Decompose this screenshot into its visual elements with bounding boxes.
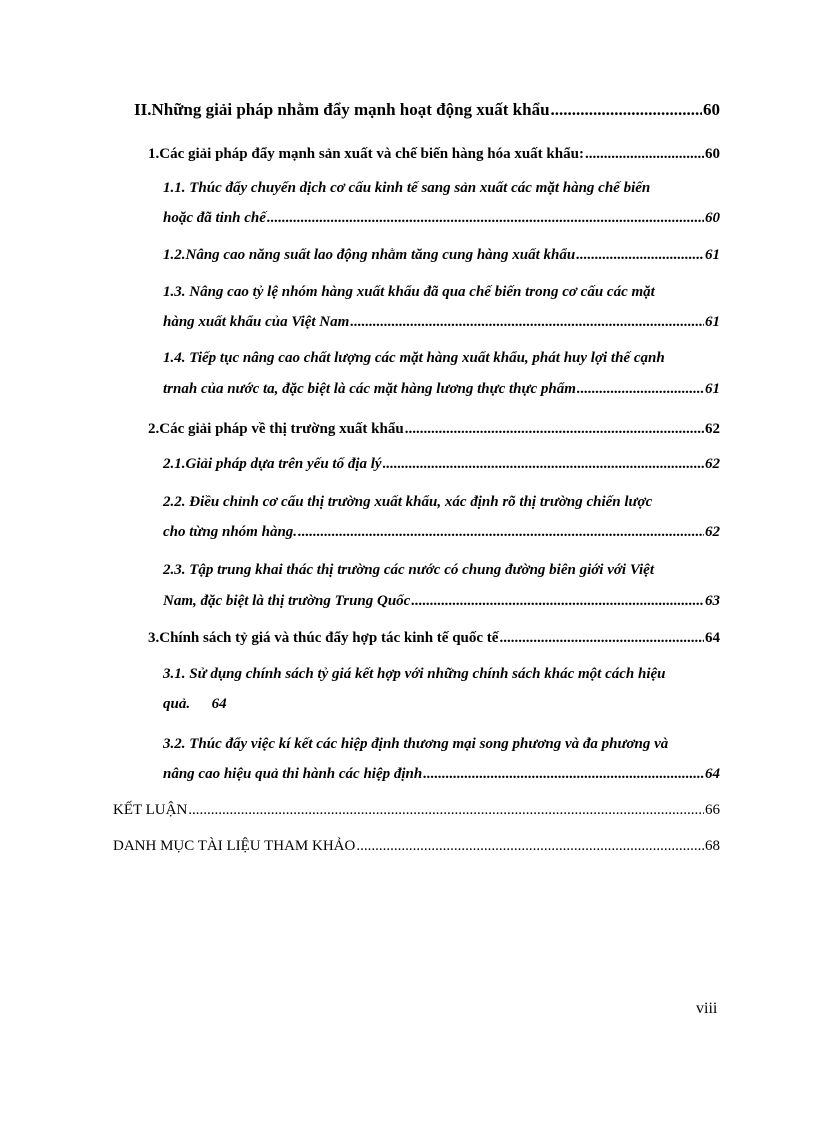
- toc-leader-dots: [423, 766, 704, 783]
- toc-entry-title: Điều chỉnh cơ cấu thị trường xuất khẩu, xác định rõ thị trường chiến lược: [189, 494, 653, 510]
- toc-entry-page: 64: [211, 696, 227, 712]
- toc-leader-dots: [585, 146, 704, 163]
- toc-entry-title: Nâng cao tỷ lệ nhóm hàng xuất khẩu đã qua chế biến trong cơ cấu các mặt: [189, 284, 655, 300]
- toc-entry-title: Tiếp tục nâng cao chất lượng các mặt hàng xuất khẩu, phát huy lợi thế cạnh: [189, 350, 665, 366]
- toc-leader-dots: [383, 456, 704, 473]
- toc-leader-dots: [267, 210, 704, 227]
- toc-entry-number: 3.1.: [163, 666, 186, 682]
- toc-entry-1-3-line2: [163, 314, 720, 331]
- toc-entry-title-cont: nâng cao hiệu quả thi hành các hiệp định: [163, 766, 423, 782]
- toc-entry-page: 63: [705, 593, 720, 609]
- toc-entry-title-cont: trnah của nước ta, đặc biệt là các mặt hàng lương thực thực phẩm: [163, 381, 576, 397]
- toc-entry-title: Thúc đẩy chuyển dịch cơ cấu kinh tế sang sản xuất các mặt hàng chế biến: [189, 180, 651, 196]
- toc-entry-page: 62: [705, 421, 720, 437]
- toc-entry-title: Sử dụng chính sách tỷ giá kết hợp với những chính sách khác một cách hiệu: [189, 666, 666, 682]
- toc-leader-dots: [356, 838, 704, 855]
- toc-entry-1: [148, 146, 720, 163]
- toc-entry-page: 64: [705, 630, 720, 646]
- toc-entry-title-cont: hoặc đã tinh chế: [163, 210, 266, 226]
- toc-leader-dots: [499, 630, 704, 647]
- toc-leader-dots: [298, 524, 704, 541]
- toc-entry-1-1-line2: [163, 210, 720, 227]
- toc-entry-number: 1.: [148, 146, 160, 162]
- toc-entry-page: 61: [705, 314, 720, 330]
- page-number: viii: [696, 1000, 718, 1017]
- toc-entry-1-4-line1: [163, 350, 665, 367]
- toc-entry-page: 61: [705, 247, 720, 263]
- toc-entry-title-cont: quả.: [163, 696, 191, 712]
- toc-entry-page: 68: [705, 838, 720, 854]
- toc-entry-page: 62: [705, 524, 720, 540]
- toc-entry-title-cont: hàng xuất khẩu của Việt Nam: [163, 314, 350, 330]
- toc-leader-dots: [551, 100, 702, 120]
- toc-entry-number: 3.: [148, 630, 160, 646]
- toc-entry-conclusion: [113, 802, 720, 819]
- toc-entry-title: Thúc đẩy việc kí kết các hiệp định thương mại song phương và đa phương và: [189, 736, 669, 752]
- toc-entry-number: II.: [134, 100, 152, 119]
- toc-leader-dots: [188, 802, 704, 819]
- toc-entry-title-cont: Nam, đặc biệt là thị trường Trung Quốc: [163, 593, 411, 609]
- toc-entry-title: Giải pháp dựa trên yếu tố địa lý: [185, 456, 382, 472]
- toc-entry-number: 2.: [148, 421, 160, 437]
- toc-entry-title: Nâng cao năng suất lao động nhằm tăng cung hàng xuất khẩu: [185, 247, 576, 263]
- toc-entry-title: KẾT LUẬN: [113, 802, 188, 818]
- toc-entry-page: 61: [705, 381, 720, 397]
- toc-entry-1-2: [163, 247, 720, 264]
- toc-entry-title: Những giải pháp nhằm đẩy mạnh hoạt động xuất khẩu: [151, 100, 550, 119]
- toc-entry-page: 64: [705, 766, 720, 782]
- toc-leader-dots: [576, 247, 704, 264]
- toc-entry-title: Các giải pháp đẩy mạnh sản xuất và chế biến hàng hóa xuất khẩu:: [159, 146, 584, 162]
- toc-entry-page: 66: [705, 802, 720, 818]
- toc-entry-title: Các giải pháp về thị trường xuất khẩu: [159, 421, 404, 437]
- toc-leader-dots: [411, 593, 704, 610]
- toc-entry-1-3-line1: [163, 284, 655, 301]
- toc-leader-dots: [350, 314, 704, 331]
- toc-entry-number: 2.1.: [163, 456, 186, 472]
- toc-entry-number: 1.1.: [163, 180, 186, 196]
- toc-entry-title: Chính sách tỷ giá và thúc đẩy hợp tác kinh tế quốc tế: [159, 630, 499, 646]
- toc-entry-title: Tập trung khai thác thị trường các nước có chung đường biên giới với Việt: [189, 562, 655, 578]
- toc-leader-dots: [405, 421, 704, 438]
- toc-entry-3-1-line2: [163, 696, 227, 713]
- toc-entry-3-1-line1: [163, 666, 666, 683]
- toc-entry-1-4-line2: [163, 381, 720, 398]
- toc-entry-number: 1.3.: [163, 284, 186, 300]
- toc-entry-number: 3.2.: [163, 736, 186, 752]
- toc-entry-title-cont: cho từng nhóm hàng.: [163, 524, 298, 540]
- toc-entry-2: [148, 421, 720, 438]
- toc-entry-title: DANH MỤC TÀI LIỆU THAM KHẢO: [113, 838, 356, 854]
- toc-entry-2-2-line1: [163, 494, 652, 511]
- toc-entry-section-II: [134, 100, 720, 120]
- toc-entry-2-3-line1: [163, 562, 654, 579]
- toc-entry-3: [148, 630, 720, 647]
- toc-entry-3-2-line2: [163, 766, 720, 783]
- toc-entry-number: 2.2.: [163, 494, 186, 510]
- toc-entry-3-2-line1: [163, 736, 668, 753]
- toc-entry-page: 62: [705, 456, 720, 472]
- toc-leader-dots: [577, 381, 704, 398]
- toc-entry-page: 60: [703, 100, 720, 119]
- toc-entry-2-1: [163, 456, 720, 473]
- toc-entry-number: 1.2.: [163, 247, 186, 263]
- toc-entry-references: [113, 838, 720, 855]
- toc-entry-number: 2.3.: [163, 562, 186, 578]
- toc-entry-2-3-line2: [163, 593, 720, 610]
- toc-entry-1-1-line1: [163, 180, 650, 197]
- toc-entry-2-2-line2: [163, 524, 720, 541]
- toc-entry-number: 1.4.: [163, 350, 186, 366]
- toc-entry-page: 60: [705, 210, 720, 226]
- toc-entry-page: 60: [705, 146, 720, 162]
